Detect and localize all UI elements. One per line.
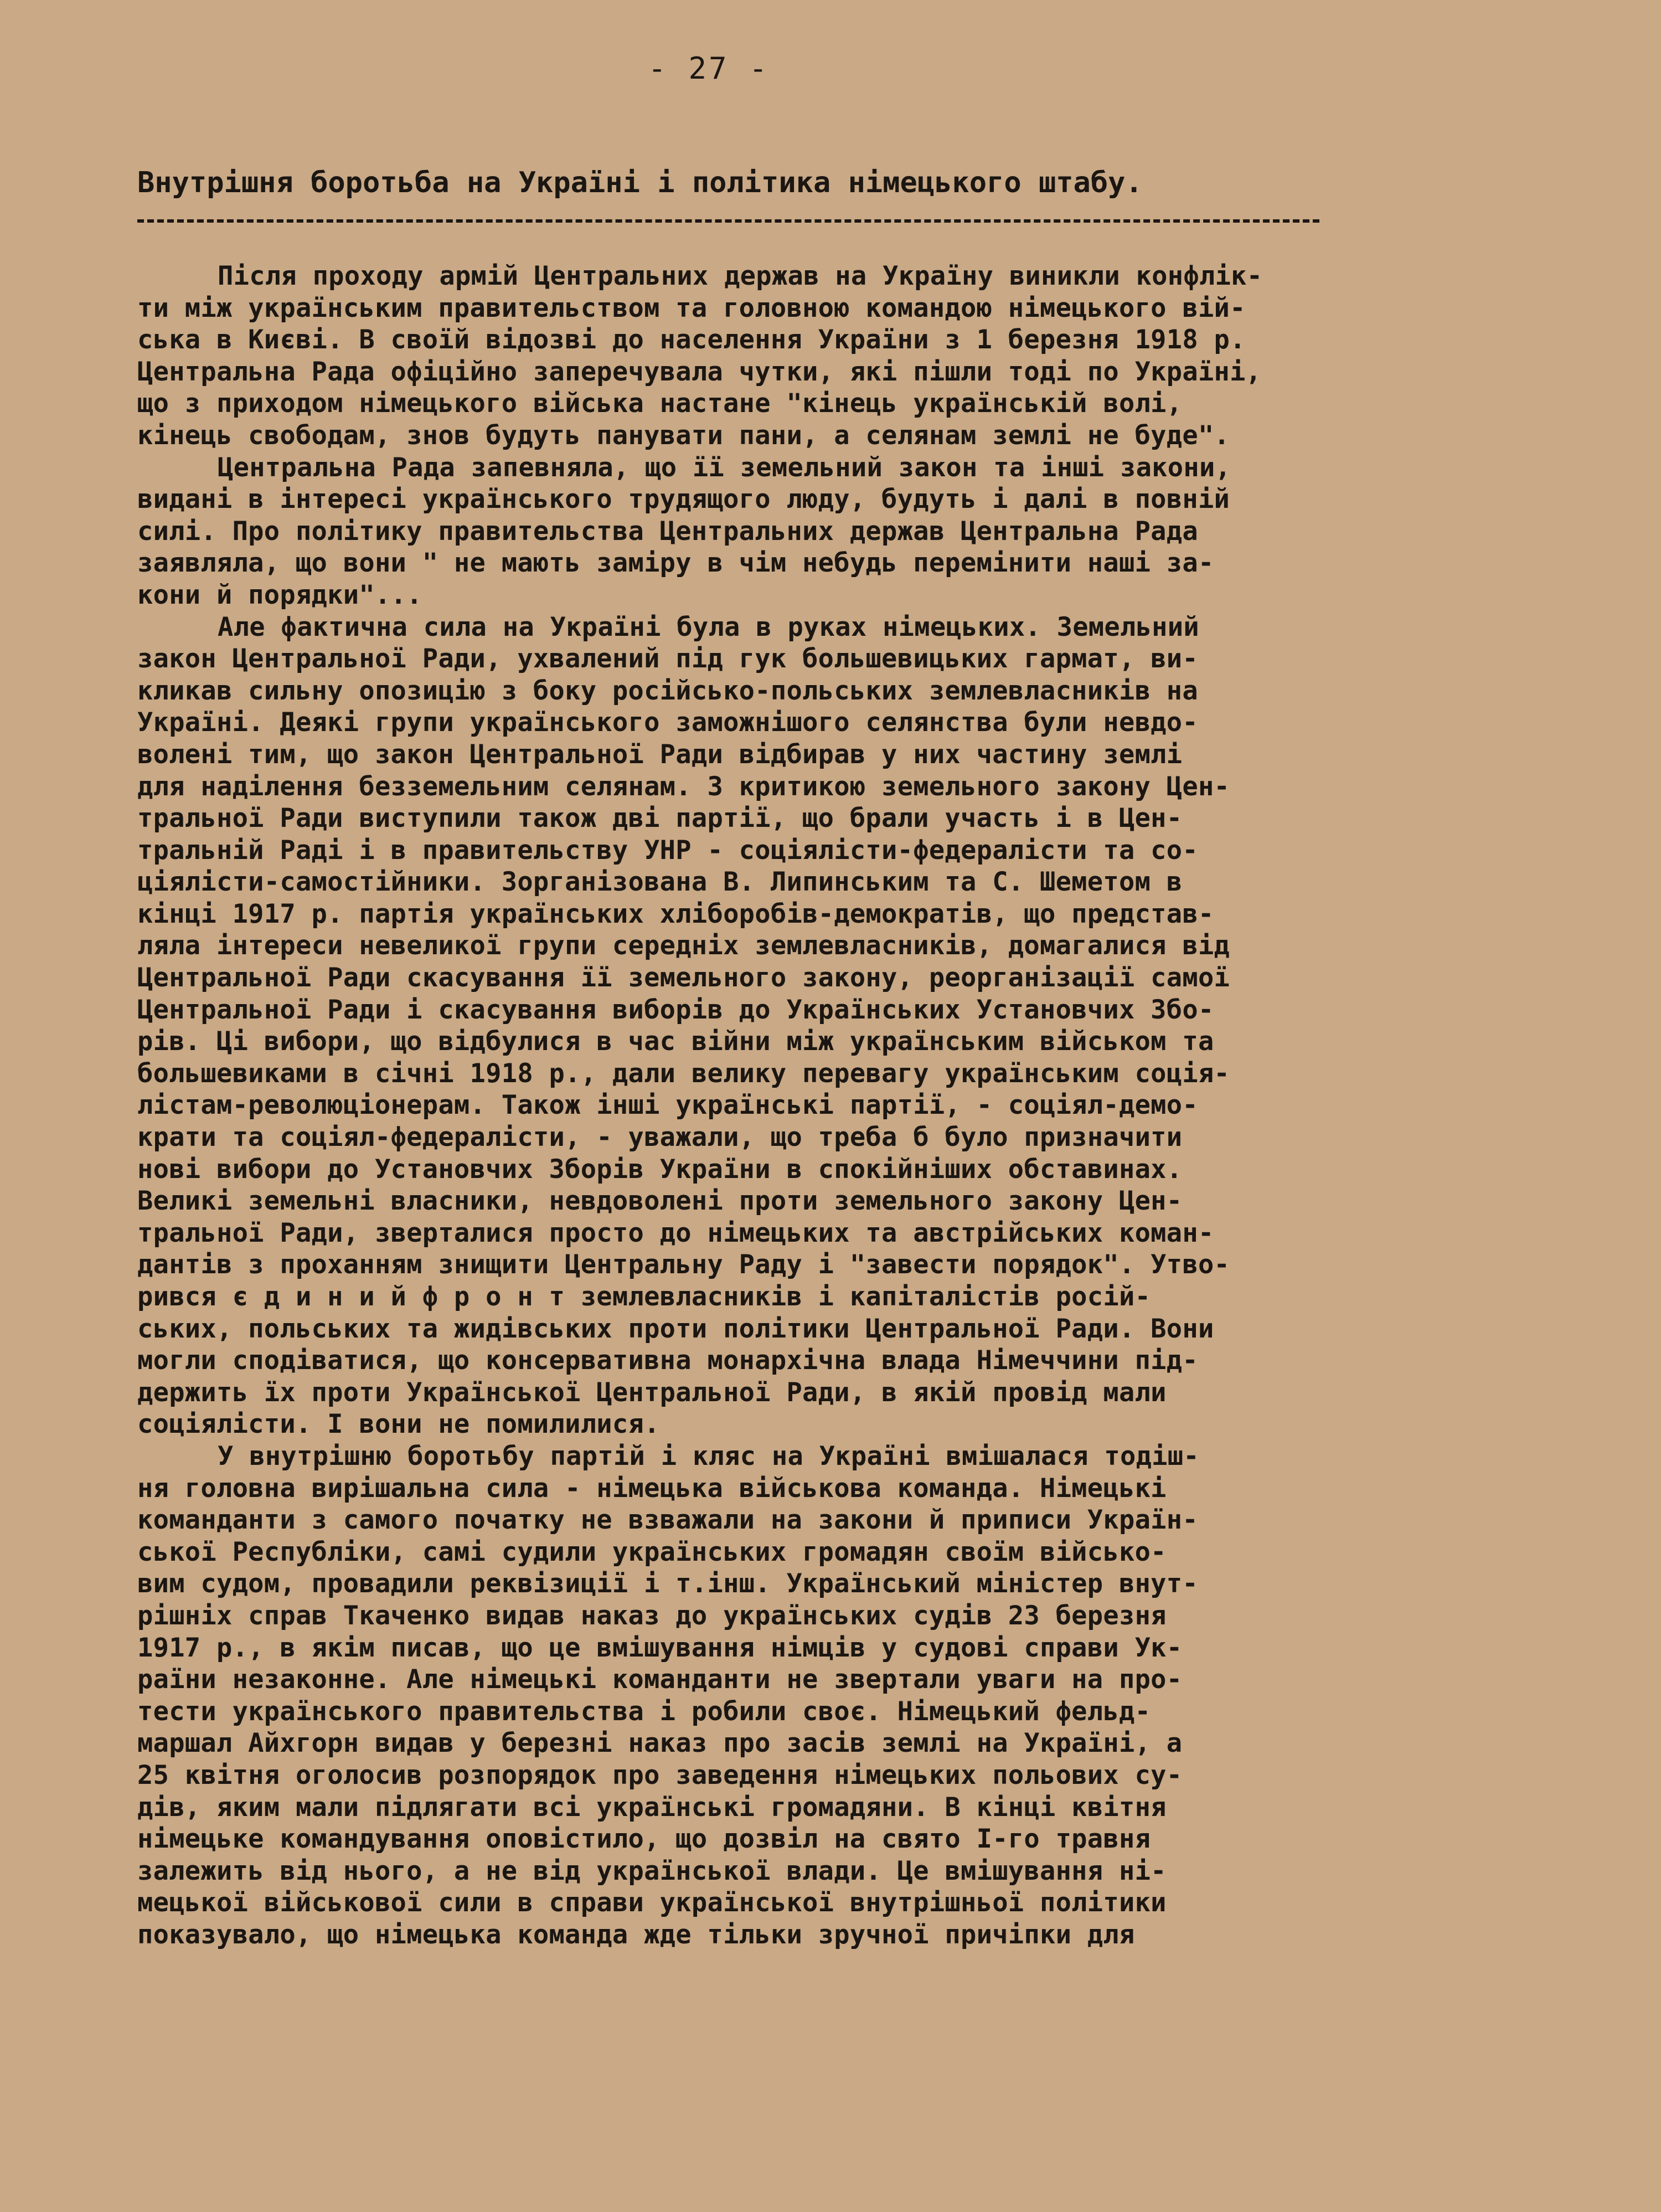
- text-line: закон Центральної Ради, ухвалений під гук большевицьких гармат, ви-: [137, 644, 1198, 675]
- text-line: команданти з самого початку не взважали на закони й приписи Україн-: [137, 1505, 1198, 1536]
- text-line: могли сподіватися, що консервативна монархічна влада Німеччини під-: [137, 1345, 1198, 1376]
- text-line: силі. Про політику правительства Центральних держав Центральна Рада: [137, 516, 1198, 547]
- heading-underline: [137, 219, 1319, 223]
- text-line: дантів з проханням знищити Центральну Раду і "завести порядок". Утво-: [137, 1249, 1230, 1280]
- text-line: ської Республіки, самі судили українських громадян своїм військо-: [137, 1536, 1167, 1567]
- text-line: лістам-революціонерам. Також інші українські партії, - соціял-демо-: [137, 1090, 1198, 1121]
- text-line: заявляла, що вони " не мають заміру в чім небудь перемінити наші за-: [137, 548, 1214, 579]
- text-line: 1917 р., в якім писав, що це вмішування німців у судові справи Ук-: [137, 1632, 1183, 1663]
- text-line: маршал Айхгорн видав у березні наказ про засів землі на Україні, а: [137, 1728, 1183, 1759]
- text-line: Великі земельні власники, невдоволені проти земельного закону Цен-: [137, 1186, 1183, 1217]
- text-line: кінці 1917 р. партія українських хліборобів-демократів, що представ-: [137, 898, 1214, 929]
- text-line: для наділення безземельним селянам. З критикою земельного закону Цен-: [137, 771, 1230, 802]
- text-line: показувало, що німецька команда жде тільки зручної причіпки для: [137, 1919, 1135, 1950]
- section-heading: Внутрішня боротьба на Україні і політика німецького штабу.: [137, 166, 1143, 199]
- text-line: рішніх справ Ткаченко видав наказ до українських судів 23 березня: [137, 1600, 1167, 1631]
- text-line: видані в інтересі українського трудящого люду, будуть і далі в повній: [137, 484, 1230, 515]
- body-text: [137, 260, 1599, 1951]
- text-line: ських, польських та жидівських проти політики Центральної Ради. Вони: [137, 1313, 1214, 1344]
- text-line: Центральна Рада запевняла, що її земельний закон та інші закони,: [218, 452, 1231, 483]
- text-line: У внутрішню боротьбу партій і кляс на Україні вмішалася тодіш-: [218, 1441, 1199, 1472]
- text-line: ляла інтереси невеликої групи середніх землевласників, домагалися від: [137, 930, 1230, 961]
- text-line: 25 квітня оголосив розпорядок про заведення німецьких польових су-: [137, 1760, 1183, 1791]
- text-line: німецьке командування оповістило, що дозвіл на свято І-го травня: [137, 1824, 1151, 1855]
- text-line: тральної Ради, зверталися просто до німецьких та австрійських коман-: [137, 1217, 1214, 1248]
- text-line: дів, яким мали підлягати всі українські громадяни. В кінці квітня: [137, 1792, 1167, 1823]
- text-line: Але фактична сила на Україні була в руках німецьких. Земельний: [218, 611, 1199, 642]
- text-line: раїни незаконне. Але німецькі команданти не звертали уваги на про-: [137, 1664, 1183, 1695]
- text-line: мецької військової сили в справи української внутрішньої політики: [137, 1887, 1167, 1918]
- text-line: тральній Раді і в правительству УНР - соціялісти-федералісти та со-: [137, 835, 1198, 866]
- text-line: Після проходу армій Центральних держав на Україну виникли конфлік-: [218, 261, 1263, 291]
- text-line: що з приходом німецького війська настане "кінець українській волі,: [137, 388, 1183, 419]
- text-line: нові вибори до Установчих Зборів України в спокійніших обставинах.: [137, 1154, 1183, 1185]
- text-line: кони й порядки"...: [137, 579, 422, 610]
- text-line: тральної Ради виступили також дві партії, що брали участь і в Цен-: [137, 803, 1183, 834]
- text-line: крати та соціял-федералісти, - уважали, що треба б було призначити: [137, 1122, 1183, 1153]
- text-line: волені тим, що закон Центральної Ради відбирав у них частину землі: [137, 739, 1183, 770]
- text-line: тести українського правительства і робили своє. Німецький фельд-: [137, 1696, 1151, 1727]
- text-line: кінець свободам, знов будуть панувати пани, а селянам землі не буде".: [137, 420, 1230, 451]
- text-line: Україні. Деякі групи українського заможнішого селянства були невдо-: [137, 707, 1198, 738]
- text-line: вим судом, провадили реквізиції і т.інш. Український міністер внут-: [137, 1568, 1198, 1599]
- text-line: ня головна вирішальна сила - німецька військова команда. Німецькі: [137, 1473, 1167, 1504]
- text-line: Центральної Ради скасування її земельного закону, реорганізації самої: [137, 963, 1230, 994]
- text-line: рився є д и н и й ф р о н т землевласників і капіталістів росій-: [137, 1282, 1151, 1312]
- text-line: ти між українським правительством та головною командою німецького вій-: [137, 292, 1246, 323]
- text-line: ська в Києві. В своїй відозві до населення України з 1 березня 1918 р.: [137, 325, 1246, 356]
- text-line: рів. Ці вибори, що відбулися в час війни між українським військом та: [137, 1026, 1214, 1057]
- text-line: ціялісти-самостійники. Зорганізована В. Липинським та С. Шеметом в: [137, 867, 1183, 898]
- text-line: Центральна Рада офіційно заперечувала чутки, які пішли тоді по Україні,: [137, 356, 1262, 387]
- text-line: соціялісти. І вони не помилилися.: [137, 1409, 660, 1440]
- page-number: - 27 -: [648, 51, 770, 86]
- text-line: большевиками в січні 1918 р., дали велику перевагу українським соція-: [137, 1058, 1230, 1089]
- text-line: держить їх проти Української Центральної Ради, в якій провід мали: [137, 1377, 1167, 1408]
- text-line: залежить від нього, а не від української влади. Це вмішування ні-: [137, 1855, 1167, 1886]
- text-line: Центральної Ради і скасування виборів до Українських Установчих Збо-: [137, 994, 1214, 1025]
- text-line: кликав сильну опозицію з боку російсько-польських землевласників на: [137, 675, 1198, 706]
